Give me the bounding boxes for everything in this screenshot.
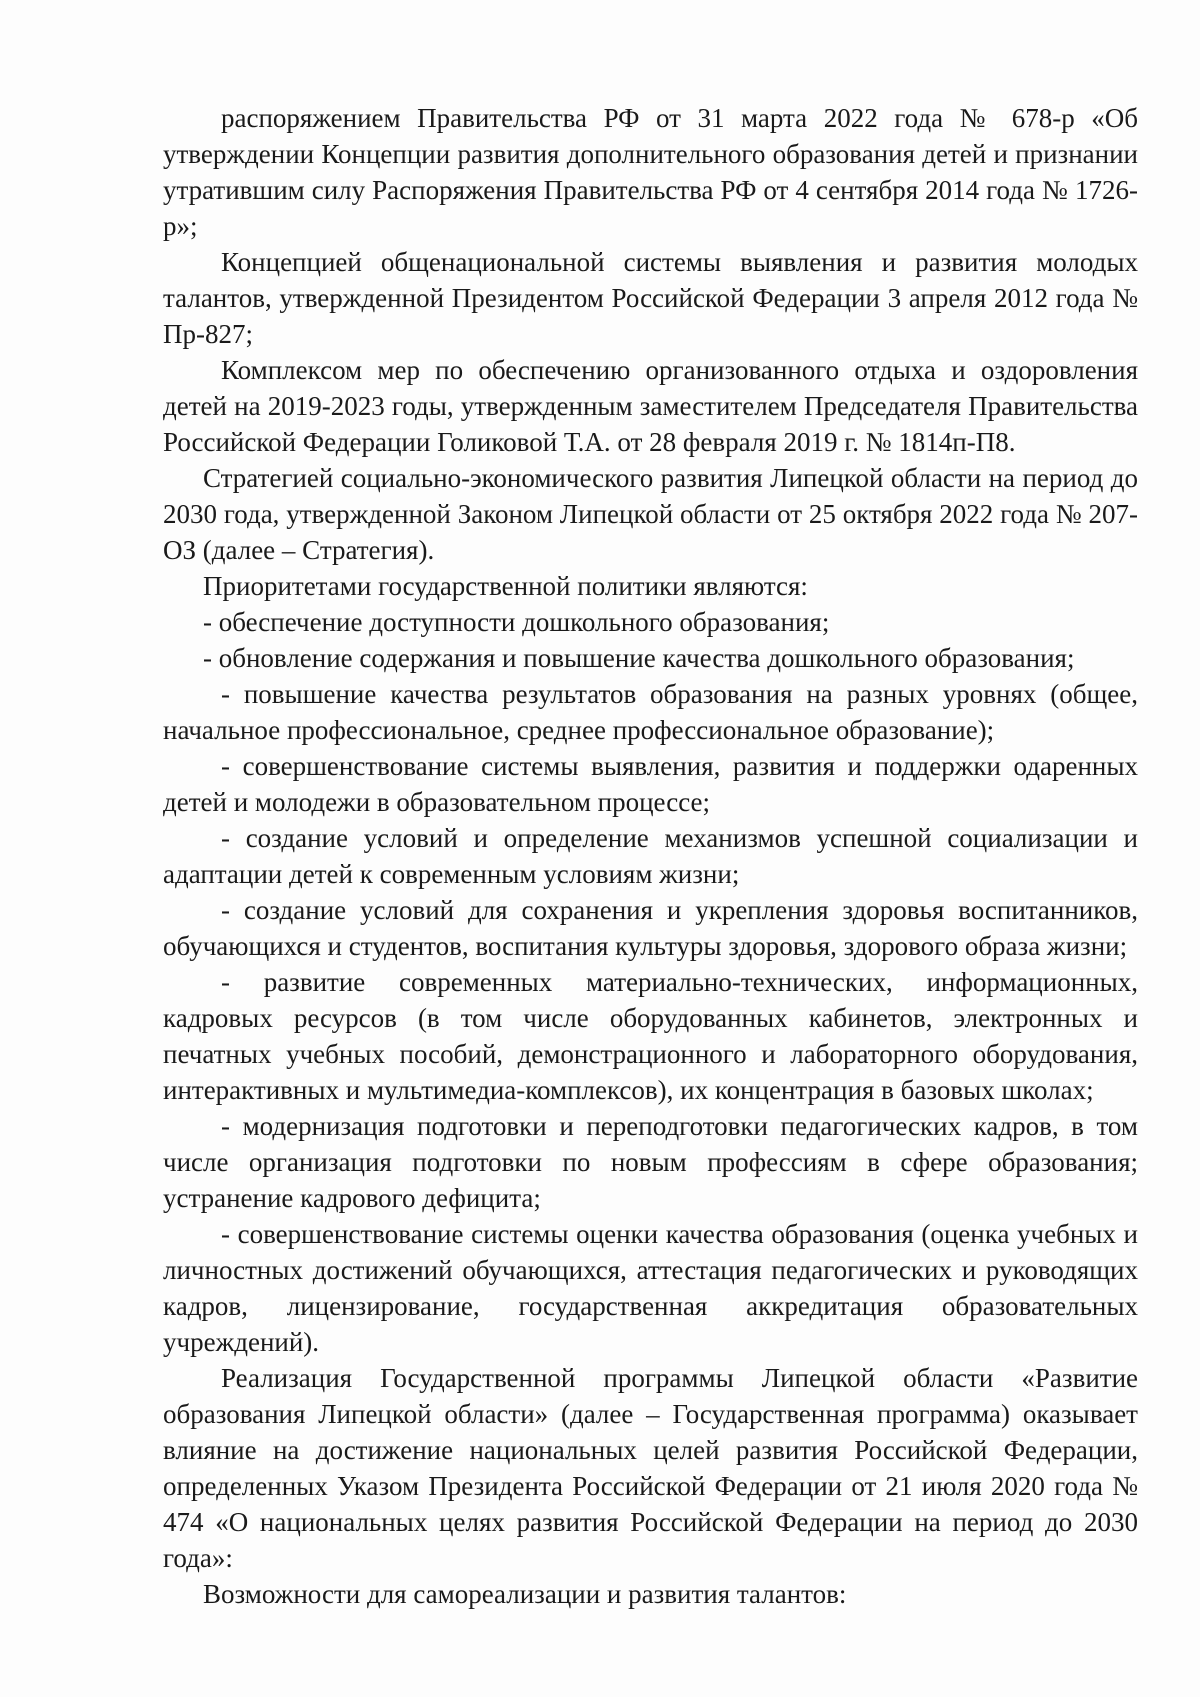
paragraph-talents-concept: Концепцией общенациональной системы выявления и развития молодых талантов, утвержденной Президентом Российской Федерации 3 апреля 2012 года № Пр-827;	[163, 247, 1138, 349]
paragraph-self-realization: Возможности для самореализации и развития талантов:	[203, 1579, 847, 1609]
list-item-socialization: - создание условий и определение механизмов успешной социализации и адаптации детей к современным условиям жизни;	[163, 823, 1138, 889]
list-item-preschool-access: - обеспечение доступности дошкольного образования;	[203, 607, 830, 637]
list-item-education-results: - повышение качества результатов образования на разных уровнях (общее, начальное профессиональное, среднее профессиональное образование);	[163, 679, 1138, 745]
paragraph-order-reference: распоряжением Правительства РФ от 31 марта 2022 года № 678-р «Об утверждении Концепции развития дополнительного образования детей и признании утратившим силу Распоряжения Правительства РФ от 4 сентября 2014 года № 1726-р»;	[163, 103, 1138, 241]
list-item-preschool-quality: - обновление содержания и повышение качества дошкольного образования;	[203, 643, 1075, 673]
list-item-quality-assessment: - совершенствование системы оценки качества образования (оценка учебных и личностных достижений обучающихся, аттестация педагогических и руководящих кадров, лицензирование, государственная аккредитация образовательных учреждений).	[163, 1219, 1138, 1357]
paragraph-state-program: Реализация Государственной программы Липецкой области «Развитие образования Липецкой области» (далее – Государственная программа) оказывает влияние на достижение национальных целей развития Российской Федерации, определенных Указом Президента Российской Федерации от 21 июля 2020 года № 474 «О национальных целях развития Российской Федерации на период до 2030 года»:	[163, 1363, 1138, 1573]
list-item-resources: - развитие современных материально-технических, информационных, кадровых ресурсов (в том числе оборудованных кабинетов, электронных и печатных учебных пособий, демонстрационного и лабораторного оборудования, интерактивных и мультимедиа-комплексов), их концентрация в базовых школах;	[163, 967, 1138, 1105]
list-item-health: - создание условий для сохранения и укрепления здоровья воспитанников, обучающихся и студентов, воспитания культуры здоровья, здорового образа жизни;	[163, 895, 1138, 961]
paragraph-priorities-heading: Приоритетами государственной политики являются:	[203, 571, 808, 601]
paragraph-recreation-measures: Комплексом мер по обеспечению организованного отдыха и оздоровления детей на 2019-2023 годы, утвержденным заместителем Председателя Правительства Российской Федерации Голиковой Т.А. от 28 февраля 2019 г. № 1814п-П8.	[163, 355, 1138, 457]
list-item-teacher-training: - модернизация подготовки и переподготовки педагогических кадров, в том числе организация подготовки по новым профессиям в сфере образования; устранение кадрового дефицита;	[163, 1111, 1138, 1213]
list-item-gifted-children: - совершенствование системы выявления, развития и поддержки одаренных детей и молодежи в образовательном процессе;	[163, 751, 1138, 817]
paragraph-strategy: Стратегией социально-экономического развития Липецкой области на период до 2030 года, утвержденной Законом Липецкой области от 25 октября 2022 года № 207-ОЗ (далее – Стратегия).	[163, 463, 1138, 565]
document-body	[163, 100, 1138, 1612]
